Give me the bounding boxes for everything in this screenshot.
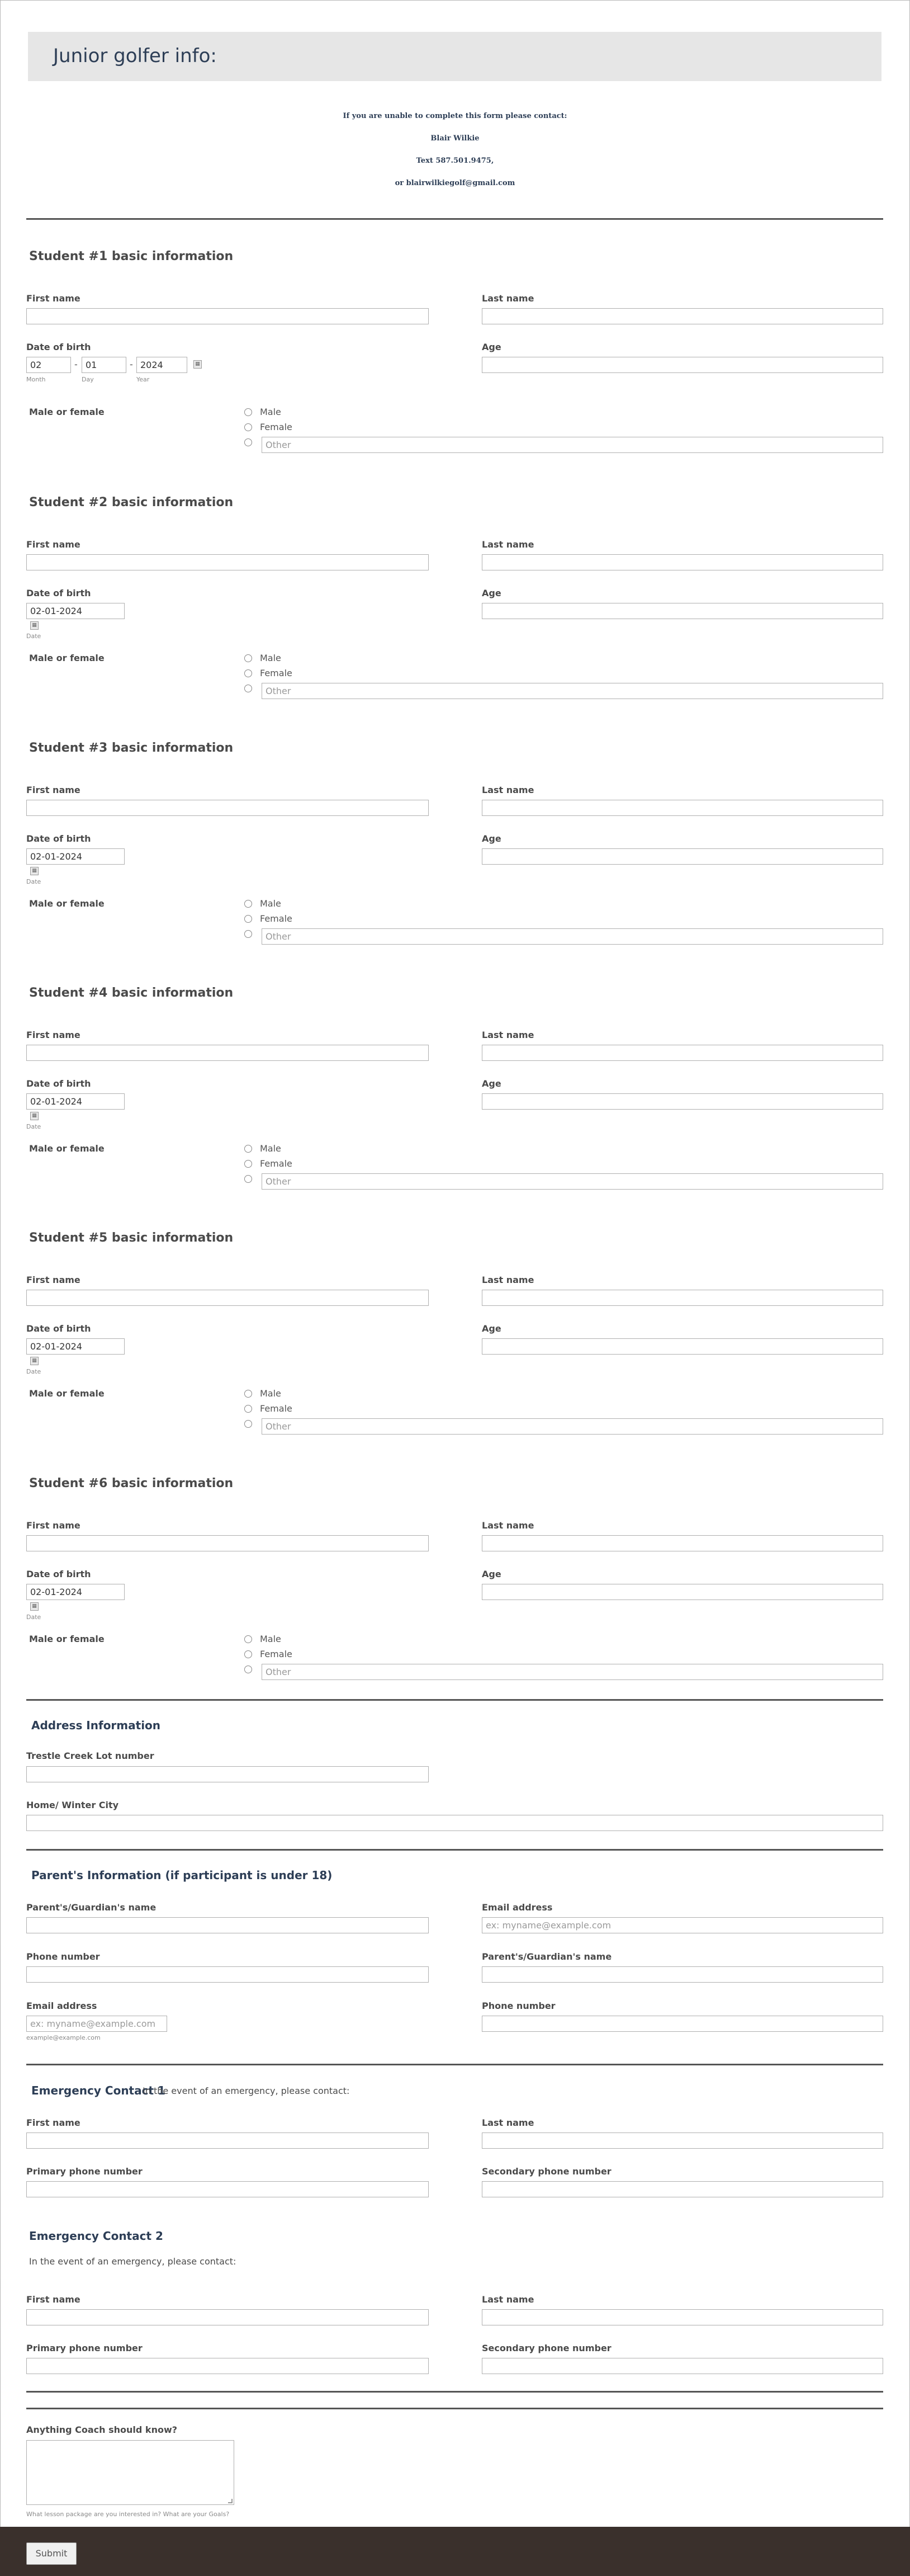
radio-female[interactable] [244,1650,252,1658]
radio-other[interactable] [244,438,252,446]
divider [26,218,883,220]
radio-female[interactable] [244,1405,252,1413]
radio-male[interactable] [244,1145,252,1153]
last-name-label: Last name [482,539,534,550]
resize-handle-icon[interactable] [228,2499,233,2503]
radio-male-label: Male [260,407,281,417]
footer-bar [0,2527,910,2576]
age-label: Age [482,1569,501,1579]
radio-male[interactable] [244,900,252,908]
divider [26,1849,883,1851]
radio-female-label: Female [260,1158,292,1169]
age-input[interactable] [482,1338,883,1355]
first-name-label: First name [26,539,80,550]
dob-label: Date of birth [26,1323,91,1334]
last-name-label: Last name [482,2294,534,2305]
age-input[interactable] [482,1584,883,1600]
email-2-sublabel: example@example.com [26,2034,101,2041]
coach-notes-sublabel: What lesson package are you interested in? What are your Goals? [26,2511,230,2518]
city-input[interactable] [26,1815,883,1831]
gender-label: Male or female [29,1143,105,1154]
other-gender-input[interactable]: Other [262,1418,883,1435]
first-name-label: First name [26,1520,80,1531]
last-name-input[interactable] [482,554,883,570]
section-title: Student #3 basic information [29,741,234,755]
section-title: Emergency Contact 1 [31,2084,165,2097]
lot-number-label: Trestle Creek Lot number [26,1751,154,1761]
gender-label: Male or female [29,1634,105,1644]
email-input[interactable]: ex: myname@example.com [482,1917,883,1933]
first-name-label: First name [26,785,80,795]
radio-other[interactable] [244,1420,252,1428]
secondary-phone-input[interactable] [482,2181,883,2197]
calendar-icon[interactable]: ▦ [30,1602,39,1611]
dob-month-input[interactable]: 02 [26,357,71,373]
coach-notes-label: Anything Coach should know? [26,2424,178,2435]
radio-male-label: Male [260,653,281,663]
radio-male[interactable] [244,654,252,662]
divider [26,2391,883,2393]
date-sublabel: Date [26,1613,41,1621]
dob-label: Date of birth [26,588,91,598]
coach-notes-textarea[interactable] [26,2440,234,2505]
first-name-input[interactable] [26,554,429,570]
first-name-input[interactable] [26,1535,429,1551]
radio-other[interactable] [244,1666,252,1673]
radio-male[interactable] [244,1635,252,1643]
secondary-phone-label: Secondary phone number [482,2343,612,2353]
divider [26,2408,883,2409]
email-2-input[interactable]: ex: myname@example.com [26,2016,167,2032]
calendar-icon[interactable]: ▦ [30,1357,39,1365]
secondary-phone-input[interactable] [482,2358,883,2374]
primary-phone-input[interactable] [26,2181,429,2197]
dob-label: Date of birth [26,1078,91,1089]
last-name-label: Last name [482,1030,534,1040]
first-name-input[interactable] [26,800,429,816]
primary-phone-input[interactable] [26,2358,429,2374]
section-title: Student #1 basic information [29,249,234,263]
age-label: Age [482,833,501,844]
first-name-label: First name [26,1275,80,1285]
radio-male-label: Male [260,1143,281,1154]
dob-label: Date of birth [26,1569,91,1579]
last-name-input[interactable] [482,1535,883,1551]
dob-date-input[interactable]: 02-01-2024 [26,1093,125,1110]
first-name-label: First name [26,2117,80,2128]
notice-phone: Text 587.501.9475, [416,157,494,165]
divider [26,1699,883,1701]
last-name-label: Last name [482,2117,534,2128]
guardian-name-2-input[interactable] [482,1966,883,1983]
section-title: Parent's Information (if participant is under 18) [31,1869,333,1882]
phone-2-input[interactable] [482,2016,883,2032]
first-name-label: First name [26,2294,80,2305]
gender-label: Male or female [29,407,105,417]
gender-label: Male or female [29,1388,105,1399]
section-title: Address Information [31,1719,161,1732]
last-name-input[interactable] [482,2309,883,2325]
radio-other[interactable] [244,930,252,938]
email-label: Email address [482,1902,553,1913]
page-title: Junior golfer info: [53,45,217,67]
secondary-phone-label: Secondary phone number [482,2166,612,2177]
first-name-label: First name [26,1030,80,1040]
phone-2-label: Phone number [482,2001,556,2011]
age-input[interactable] [482,357,883,373]
date-separator: - [74,359,78,370]
city-label: Home/ Winter City [26,1800,119,1810]
radio-other[interactable] [244,1175,252,1183]
first-name-input[interactable] [26,2309,429,2325]
dob-year-input[interactable]: 2024 [136,357,187,373]
year-sublabel: Year [136,376,150,383]
first-name-input[interactable] [26,308,429,324]
emergency-intro: In the event of an emergency, please contact: [29,2256,236,2267]
dob-date-input[interactable]: 02-01-2024 [26,603,125,619]
radio-male-label: Male [260,1388,281,1399]
dob-date-input[interactable]: 02-01-2024 [26,848,125,865]
other-gender-input[interactable]: Other [262,437,883,453]
radio-male[interactable] [244,408,252,416]
radio-female-label: Female [260,1649,292,1659]
calendar-icon[interactable]: ▦ [30,1112,39,1120]
last-name-label: Last name [482,1275,534,1285]
first-name-input[interactable] [26,2132,429,2149]
primary-phone-label: Primary phone number [26,2343,143,2353]
date-sublabel: Date [26,1368,41,1375]
phone-label: Phone number [26,1951,100,1962]
dob-label: Date of birth [26,833,91,844]
notice-contact-name: Blair Wilkie [430,134,480,143]
first-name-label: First name [26,293,80,304]
divider [26,2064,883,2065]
radio-female-label: Female [260,668,292,678]
last-name-label: Last name [482,1520,534,1531]
first-name-input[interactable] [26,1290,429,1306]
last-name-input[interactable] [482,2132,883,2149]
primary-phone-label: Primary phone number [26,2166,143,2177]
radio-female[interactable] [244,669,252,677]
radio-male[interactable] [244,1390,252,1398]
gender-label: Male or female [29,898,105,909]
radio-female-label: Female [260,422,292,432]
lot-number-input[interactable] [26,1766,429,1782]
calendar-icon[interactable]: ▦ [30,867,39,875]
date-separator: - [130,359,133,370]
guardian-name-2-label: Parent's/Guardian's name [482,1951,612,1962]
phone-input[interactable] [26,1966,429,1983]
radio-female-label: Female [260,1403,292,1414]
month-sublabel: Month [26,376,46,383]
radio-female[interactable] [244,423,252,431]
radio-female-label: Female [260,913,292,924]
last-name-input[interactable] [482,308,883,324]
section-title: Student #5 basic information [29,1231,234,1245]
other-gender-input[interactable]: Other [262,683,883,699]
day-sublabel: Day [82,376,94,383]
calendar-icon[interactable]: ▦ [30,621,39,630]
radio-female[interactable] [244,915,252,923]
radio-female[interactable] [244,1160,252,1168]
age-label: Age [482,588,501,598]
email-2-label: Email address [26,2001,97,2011]
notice-line-1: If you are unable to complete this form please contact: [343,112,567,120]
first-name-input[interactable] [26,1045,429,1061]
other-gender-input[interactable]: Other [262,1664,883,1680]
date-sublabel: Date [26,1123,41,1130]
last-name-label: Last name [482,785,534,795]
last-name-input[interactable] [482,800,883,816]
radio-male-label: Male [260,898,281,909]
age-input[interactable] [482,848,883,865]
gender-label: Male or female [29,653,105,663]
other-gender-input[interactable]: Other [262,1173,883,1190]
section-title: Emergency Contact 2 [29,2229,163,2243]
radio-other[interactable] [244,685,252,692]
date-sublabel: Date [26,633,41,640]
last-name-input[interactable] [482,1045,883,1061]
calendar-icon[interactable]: ▦ [193,360,202,369]
age-input[interactable] [482,1093,883,1110]
guardian-name-input[interactable] [26,1917,429,1933]
dob-date-input[interactable]: 02-01-2024 [26,1338,125,1355]
radio-male-label: Male [260,1634,281,1644]
guardian-name-label: Parent's/Guardian's name [26,1902,157,1913]
dob-label: Date of birth [26,342,91,352]
date-sublabel: Date [26,878,41,885]
last-name-input[interactable] [482,1290,883,1306]
section-title: Student #2 basic information [29,496,234,509]
last-name-label: Last name [482,293,534,304]
dob-day-input[interactable]: 01 [82,357,126,373]
age-label: Age [482,342,501,352]
age-input[interactable] [482,603,883,619]
section-title: Student #6 basic information [29,1476,234,1490]
age-label: Age [482,1078,501,1089]
other-gender-input[interactable]: Other [262,928,883,945]
notice-email: or blairwilkiegolf@gmail.com [395,179,515,187]
emergency-intro: In the event of an emergency, please contact: [143,2086,350,2096]
dob-date-input[interactable]: 02-01-2024 [26,1584,125,1600]
section-title: Student #4 basic information [29,986,234,1000]
age-label: Age [482,1323,501,1334]
submit-button[interactable]: Submit [26,2542,77,2565]
